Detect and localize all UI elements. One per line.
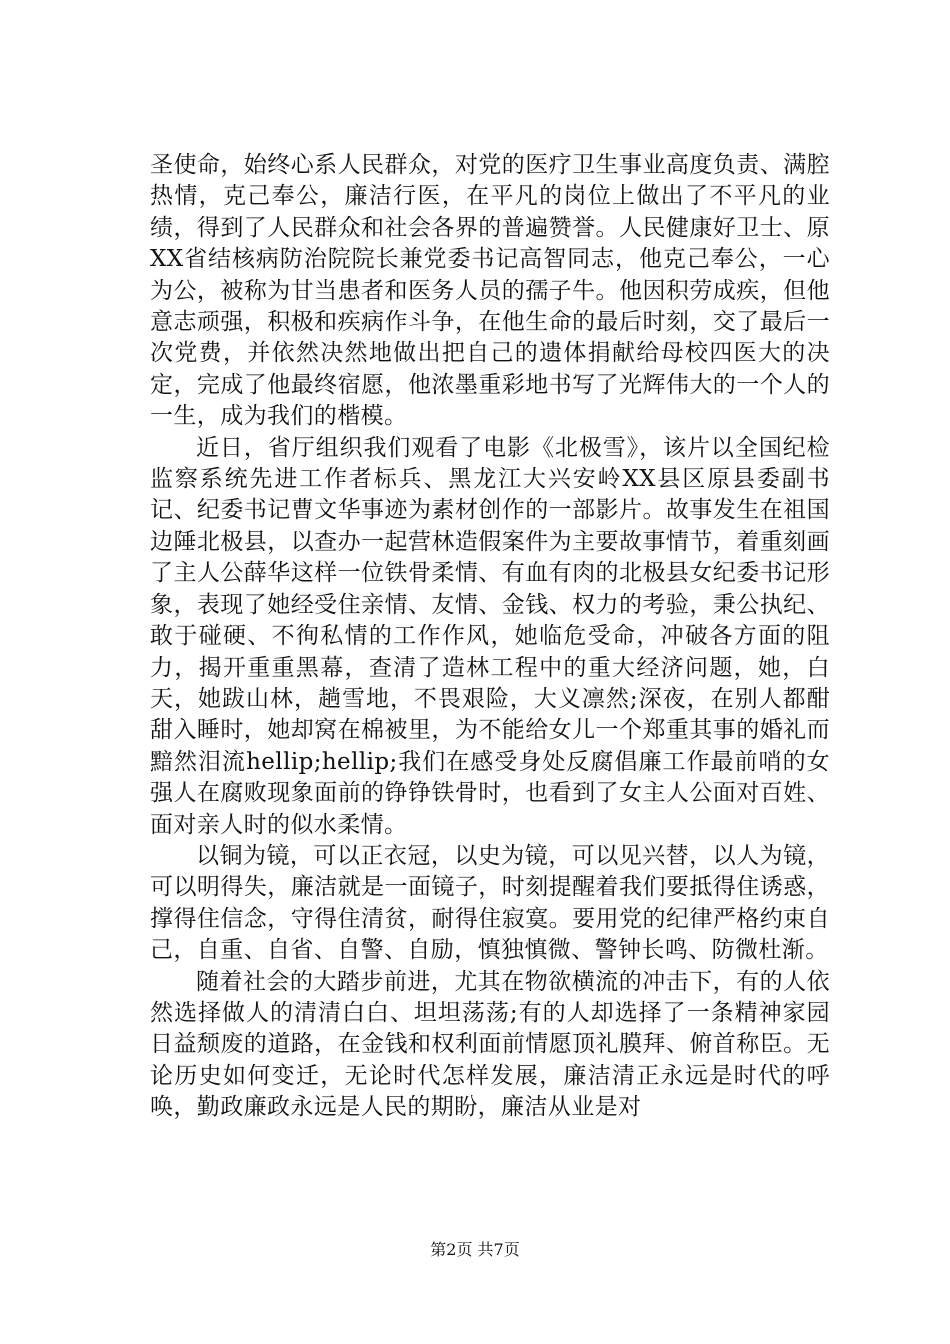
page-footer: 第2页 共7页	[430, 1240, 520, 1259]
body-text	[150, 150, 830, 1124]
paragraph-4: 随着社会的大踏步前进，尤其在物欲横流的冲击下，有的人依然选择做人的清清白白、坦坦荡荡;有的人却选择了一条精神家园日益颓废的道路，在金钱和权利面前情愿顶礼膜拜、俯首称臣。无论历史如何变迁，无论时代怎样发展，廉洁清正永远是时代的呼唤，勤政廉政永远是人民的期盼，廉洁从业是对	[150, 968, 830, 1121]
paragraph-3: 以铜为镜，可以正衣冠，以史为镜，可以见兴替，以人为镜，可以明得失，廉洁就是一面镜子，时刻提醒着我们要抵得住诱惑，撑得住信念，守得住清贫，耐得住寂寞。要用党的纪律严格约束自己，自重、自省、自警、自励，慎独慎微、警钟长鸣、防微杜渐。	[150, 842, 830, 964]
paragraph-2: 近日，省厅组织我们观看了电影《北极雪》，该片以全国纪检监察系统先进工作者标兵、黑龙江大兴安岭XX县区原县委副书记、纪委书记曹文华事迹为素材创作的一部影片。故事发生在祖国边陲北极县，以查办一起营林造假案件为主要故事情节，着重刻画了主人公薛华这样一位铁骨柔情、有血有肉的北极县女纪委书记形象，表现了她经受住亲情、友情、金钱、权力的考验，秉公执纪、敢于碰硬、不徇私情的工作作风，她临危受命，冲破各方面的阻力，揭开重重黑幕，查清了造林工程中的重大经济问题，她，白天，她跋山林，趟雪地，不畏艰险，大义凛然;深夜，在别人都酣甜入睡时，她却窝在棉被里，为不能给女儿一个郑重其事的婚礼而黯然泪流hellip;hellip;我们在感受身处反腐倡廉工作最前哨的女强人在腐败现象面前的铮铮铁骨时，也看到了女主人公面对百姓、面对亲人时的似水柔情。	[150, 434, 830, 838]
paragraph-1: 圣使命，始终心系人民群众，对党的医疗卫生事业高度负责、满腔热情，克己奉公，廉洁行医，在平凡的岗位上做出了不平凡的业绩，得到了人民群众和社会各界的普遍赞誉。人民健康好卫士、原XX省结核病防治院院长兼党委书记高智同志，他克己奉公，一心为公，被称为甘当患者和医务人员的孺子牛。他因积劳成疾，但他意志顽强，积极和疾病作斗争，在他生命的最后时刻，交了最后一次党费，并依然决然地做出把自己的遗体捐献给母校四医大的决定，完成了他最终宿愿，他浓墨重彩地书写了光辉伟大的一个人的一生，成为我们的楷模。	[150, 152, 830, 430]
